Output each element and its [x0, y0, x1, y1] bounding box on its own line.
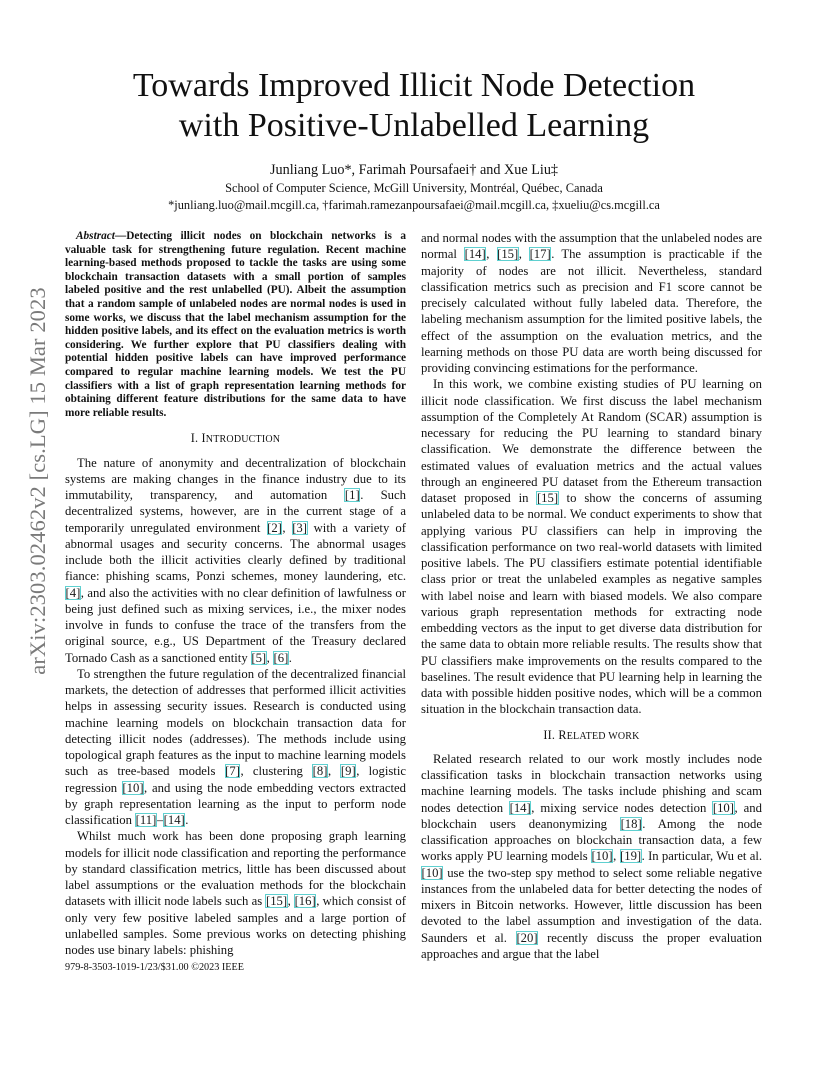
- citation-link[interactable]: [8]: [312, 764, 328, 779]
- citation-link[interactable]: [9]: [340, 764, 356, 779]
- section-number: II.: [543, 727, 559, 742]
- arxiv-identifier: arXiv:2303.02462v2 [cs.LG] 15 Mar 2023: [25, 287, 50, 675]
- section-title-rest: NTRODUCTION: [205, 434, 281, 446]
- citation-link[interactable]: [3]: [292, 520, 307, 535]
- abstract: [65, 230, 406, 420]
- abstract-text: —Detecting illicit nodes on blockchain networks is a valuable task for strengthening future regulation. Recent machine learning-based methods proposed to tackle the tasks are using some blockchain transaction datasets with a small portion of samples labeled positive and the rest unlabelled (PU). Albeit the assumption that a random sample of unlabeled nodes are normal nodes is used in some works, we discuss that the label mechanism assumption for the hidden positive labels, and its effect on the evaluation metrics is worth considering. We further explore that PU classifiers dealing with potential hidden positive labels can have improved performance compared to regular machine learning models. We test the PU classifiers with a list of graph representation learning methods for obtaining different feature distributions for the same data to have more reliable results.: [65, 230, 406, 419]
- citation-link[interactable]: [10]: [122, 780, 144, 795]
- citation-link[interactable]: [10]: [591, 849, 613, 864]
- section-title-rest: ELATED WORK: [566, 730, 640, 742]
- author-emails: *junliang.luo@mail.mcgill.ca, †farimah.ramezanpoursafaei@mail.mcgill.ca, ‡xueliu@cs.mcgill.ca: [168, 198, 660, 212]
- abstract-lead: Abstract: [76, 230, 115, 242]
- related-work-paragraph-1: Related research related to our work mostly includes node classification tasks in blockchain transaction networks using machine learning models. The tasks include phishing and scam nodes detection [14], mixing service nodes detection [10], and blockchain users deanonymizing [18]. Among the node classification approaches on blockchain transaction data, a few works apply PU learning models [10], [19]. In particular, Wu et al. [10] use the two-step spy method to select some reliable negative instances from the unlabeled data for better detecting the nodes of mixers in Bitcoin networks. However, little discussion has been devoted to the label assumption and investigation of the data. Saunders et al. [20] recently discuss the proper evaluation approaches and argue that the label: [421, 751, 763, 961]
- arxiv-side-stamp: [18, 266, 58, 696]
- citation-link[interactable]: [6]: [273, 650, 289, 665]
- citation-link[interactable]: [7]: [225, 764, 240, 779]
- left-column: [65, 230, 406, 958]
- intro-paragraph-2: To strengthen the future regulation of the decentralized financial markets, the detection of addresses that performed illicit activities helps in assessing security issues. Research is conducted using machine learning models on blockchain transaction data for detecting illicit nodes (addresses). The methods include using topological graph features as the input to machine learning models such as tree-based models [7], clustering [8], [9], logistic regression [10], and using the node embedding vectors extracted by graph representation learning as the input to perform node classification [11]–[14].: [65, 666, 406, 828]
- citation-link[interactable]: [4]: [65, 585, 81, 600]
- citation-link[interactable]: [10]: [712, 800, 734, 815]
- title-line-2: with Positive-Unlabelled Learning: [178, 107, 650, 144]
- section-initial: I: [201, 431, 206, 446]
- citation-link[interactable]: [15]: [265, 894, 288, 909]
- citation-link[interactable]: [1]: [344, 488, 360, 503]
- section-heading-introduction: [65, 430, 406, 448]
- citation-link[interactable]: [16]: [294, 894, 316, 909]
- intro-paragraph-4: In this work, we combine existing studies of PU learning on illicit node classification. We first discuss the label mechanism assumption of the Completely At Random (SCAR) assumption is necessary for reducing the PU learning to standard binary classification. We demonstrate the difference between the estimated values of evaluation metrics and the actual values through an engineered PU dataset from the Ethereum transaction dataset proposed in [15] to show the concerns of assuming unlabeled data to be normal. We conduct experiments to show that applying various PU classifiers can help in improving the classification performance on two real-world datasets with limited positive labels. The PU classifiers estimate potential identifiable class prior or treat the unlabeled examples as negative samples with label noise and learn with biased models. We also compare various graph representation methods for extracting node embedding vectors as the input to get diverse data distribution for the same data to obtain more reliable results. The results show that PU classifiers make improvements on the results compared to the baselines. The result evidence that PU learning help in learning the data with possible hidden positive nodes, which will be a common situation in the blockchain transaction data.: [421, 377, 763, 717]
- citation-link[interactable]: [14]: [163, 813, 185, 828]
- intro-paragraph-3-continued: and normal nodes with the assumption that the unlabeled nodes are normal [14], [15], [17]. The assumption is practicable if the majority of nodes are not illicit. Nevertheless, standard classification metrics such as precision and F1 score cannot be precisely calculated without fully labeled data. Therefore, the labeling mechanism assumption for the limited positive labels, the effect of the assumption on the evaluation metrics, and the learning methods on those PU data are worth being discussed for providing convincing estimations for the performance.: [421, 231, 763, 375]
- citation-link[interactable]: [14]: [464, 247, 486, 262]
- affiliation: School of Computer Science, McGill University, Montréal, Québec, Canada: [225, 181, 603, 195]
- citation-link[interactable]: [11]: [135, 813, 157, 828]
- intro-paragraph-1: The nature of anonymity and decentralization of blockchain systems are making changes in the finance industry due to its immutability, transparency, and automation [1]. Such decentralized systems, however, are in the current stage of a temporarily unregulated environment [2], [3] with a variety of abnormal usages and security concerns. The abnormal usages include both the illicit activities clearly defined by traditional fiance: phishing scams, Ponzi schemes, money laundering, etc. [4], and also the activities with no clear definition of lawfulness or being just defined such as mixing services, i.e., the mixer nodes involve in funds to confuse the trace of the transfers from the original source, e.g., US Department of the Treasury declared Tornado Cash as a sanctioned entity [5], [6].: [65, 455, 407, 665]
- citation-link[interactable]: [18]: [620, 816, 642, 831]
- section-heading-related-work: [421, 727, 762, 745]
- citation-link[interactable]: [15]: [536, 491, 559, 505]
- intro-paragraph-3: Whilst much work has been done proposing graph learning models for illicit node classification and reporting the performance by standard classification metrics, little has been discussed about label assumptions or the evaluation methods for the blockchain datasets with illicit node labels such as [15], [16], which consist of only very few positive labeled samples and a large portion of unlabelled samples. Some previous works on detecting phishing nodes use binary labels: phishing: [65, 829, 406, 958]
- right-column: [421, 230, 762, 962]
- citation-link[interactable]: [17]: [529, 247, 551, 262]
- section-initial: R: [558, 727, 567, 742]
- author-list: Junliang Luo*, Farimah Poursafaei† and Xue Liu‡: [269, 162, 559, 178]
- citation-link[interactable]: [19]: [620, 849, 642, 864]
- citation-link[interactable]: [2]: [267, 520, 282, 535]
- citation-link[interactable]: [14]: [509, 800, 531, 815]
- citation-link[interactable]: [5]: [251, 650, 267, 665]
- title-line-1: Towards Improved Illicit Node Detection: [132, 67, 696, 104]
- section-number: I.: [190, 431, 202, 446]
- paper-title: [60, 66, 768, 146]
- citation-link[interactable]: [10]: [421, 865, 443, 880]
- citation-link[interactable]: [15]: [497, 247, 519, 262]
- copyright-footer: 979-8-3503-1019-1/23/$31.00 ©2023 IEEE: [65, 962, 244, 973]
- citation-link[interactable]: [20]: [516, 930, 538, 945]
